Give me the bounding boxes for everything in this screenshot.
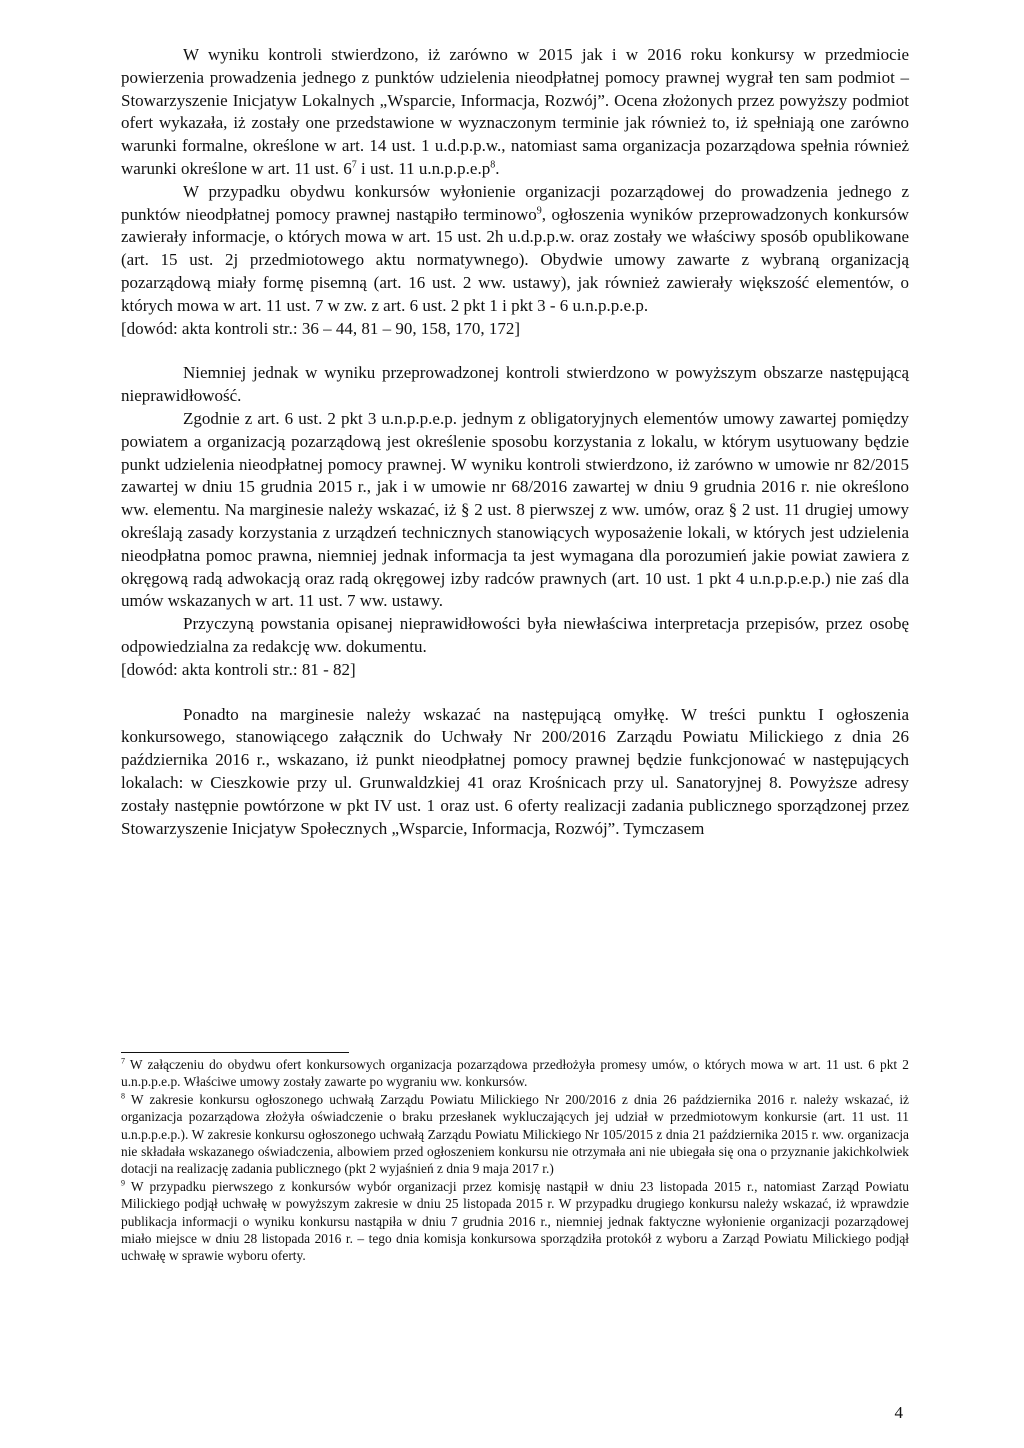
- paragraph-irregularity-details: Zgodnie z art. 6 ust. 2 pkt 3 u.n.p.p.e.p. jednym z obligatoryjnych elementów umowy zawartej pomiędzy powiatem a organizacją pozarządową jest określenie sposobu korzystania z lokalu, w którym usytuowany będzie punkt udzielenia nieodpłatnej pomocy prawnej. W wyniku kontroli stwierdzono, iż zarówno w umowie nr 82/2015 zawartej w dniu 15 grudnia 2015 r., jak i w umowie nr 68/2016 zawartej w dniu 9 grudnia 2016 r. nie określono ww. elementu. Na marginesie należy wskazać, iż § 2 ust. 8 pierwszej z ww. umów, oraz § 2 ust. 11 drugiej umowy określają zasady korzystania z urządzeń technicznych stanowiących wyposażenie lokali, w których jest udzielenia nieodpłatna pomoc prawna, niemniej jednak informacja ta jest wymagana dla porozumień jakie powiat zawiera z okręgową radą adwokacją oraz radą okręgowej izby radców prawnych (art. 10 ust. 1 pkt 4 u.n.p.p.e.p.) nie zaś dla umów wskazanych w art. 11 ust. 7 ww. ustawy.: [121, 408, 909, 611]
- paragraph-contest-winner: W wyniku kontroli stwierdzono, iż zarówno w 2015 jak i w 2016 roku konkursy w przedmiocie powierzenia prowadzenia jednego z punktów udzielenia nieodpłatnej pomocy prawnej wygrał ten sam podmiot – Stowarzyszenie Inicjatyw Lokalnych „Wsparcie, Informacja, Rozwój”. Ocena złożonych przez powyższy podmiot ofert wykazała, iż zostały one przedstawione w wyznaczonym terminie jak również to, iż spełniają one zarówno warunki formalne, określone w art. 14 ust. 1 u.d.p.p.w., natomiast sama organizacja pozarządowa spełnia również warunki określone w art. 11 ust. $6^7$ i ust. 11 $u.n.p.p.e.p^8$.: [121, 45, 909, 178]
- paragraph-address-error: Ponadto na marginesie należy wskazać na następującą omyłkę. W treści punktu I ogłoszenia konkursowego, stanowiącego załącznik do Uchwały Nr 200/2016 Zarządu Powiatu Milickiego z dnia 26 października 2016 r., wskazano, iż punkt nieodpłatnej pomocy prawnej będzie funkcjonować w następujących lokalach: w Cieszkowie przy ul. Grunwaldzkiej 41 oraz Krośnicach przy ul. Sanatoryjnej 8. Powyższe adresy zostały następnie powtórzone w pkt IV ust. 1 oraz ust. 6 oferty realizacji zadania publicznego sporządzonej przez Stowarzyszenie Inicjatyw Społecznych „Wsparcie, Informacja, Rozwój”. Tymczasem: [121, 704, 909, 838]
- paragraph-irregularity-cause: Przyczyną powstania opisanej nieprawidłowości była niewłaściwa interpretacja przepisów, przez osobę odpowiedzialna za redakcję ww. dokumentu.: [121, 614, 909, 656]
- footnote-number: 9: [121, 1178, 125, 1188]
- footnote-8: $^8$ W zakresie konkursu ogłoszonego uchwałą Zarządu Powiatu Milickiego Nr 200/2016 z dnia 26 października 2016 r. należy wskazać, iż organizacja pozarządowa złożyła oświadczenie o braku przesłanek wykluczających jej udział w przedmiotowym konkursie (art. 11 ust. 11 u.n.p.p.e.p.). W zakresie konkursu ogłoszonego uchwałą Zarządu Powiatu Milickiego Nr 105/2015 z dnia 21 października 2015 r. ww. organizacja nie składała wskazanego oświadczenia, albowiem przed ogłoszeniem konkursu nie otrzymała ani nie ubiegała się ona o przyznanie jakichkolwiek dotacji na realizację zadania publicznego (pkt 2 wyjaśnień z dnia 9 maja 2017 r.): [121, 1091, 909, 1177]
- page-number: 4: [894, 1403, 903, 1422]
- footnote-number: 7: [121, 1056, 125, 1066]
- evidence-reference-1: [dowód: akta kontroli str.: 36 – 44, 81 – 90, 158, 170, 172]: [121, 318, 521, 338]
- evidence-reference-2: [dowód: akta kontroli str.: 81 - 82]: [121, 659, 356, 679]
- spacer: [121, 340, 909, 362]
- footnote-number: 8: [121, 1091, 125, 1101]
- footnote-ref-9[interactable]: 9: [536, 204, 542, 216]
- footnote-separator: [121, 1052, 349, 1053]
- footnotes: [121, 1056, 909, 1265]
- footnote-7: $^7$ W załączeniu do obydwu ofert konkursowych organizacja pozarządowa przedłożyła promesy umów, o których mowa w art. 11 ust. 6 pkt 2 u.n.p.p.e.p. Właściwe umowy zostały zawarte po wygraniu ww. konkursów.: [121, 1056, 909, 1090]
- footnote-9: $^9$ W przypadku pierwszego z konkursów wybór organizacji przez komisję nastąpił w dniu 23 listopada 2015 r., natomiast Zarząd Powiatu Milickiego podjął uchwałę w powyższym zakresie w dniu 25 listopada 2015 r. W przypadku drugiego konkursu należy wskazać, iż wprawdzie publikacja informacji o wyniku konkursu nastąpiła w dniu 7 grudnia 2016 r., niemniej jednak faktyczne wyłonienie organizacji pozarządowej miało miejsce w dniu 28 listopada 2016 r. – tego dnia komisja konkursowa sporządziła protokół z wyboru a Zarząd Powiatu Milickiego podjął uchwałę w sprawie wyboru oferty.: [121, 1178, 909, 1264]
- paragraph-contest-timing: W przypadku obydwu konkursów wyłonienie organizacji pozarządowej do prowadzenia jednego z punktów nieodpłatnej pomocy prawnej nastąpiło terminowo$^9$, ogłoszenia wyników przeprowadzonych konkursów zawierały informacje, o których mowa w art. 15 ust. 2h u.d.p.p.w. oraz zostały we właściwy sposób opublikowane (art. 15 ust. 2j przedmiotowego aktu normatywnego). Obydwie umowy zawarte z wybraną organizacją pozarządową miały formę pisemną (art. 16 ust. 2 ww. ustawy), jak również zawierały większość elementów, o których mowa w art. 11 ust. 7 w zw. z art. 6 ust. 2 pkt 1 i pkt 3 - 6 u.n.p.p.e.p.: [121, 181, 910, 315]
- page-content: [121, 44, 909, 840]
- footnote-ref-7[interactable]: 7: [351, 159, 357, 171]
- paragraph-irregularity-intro: Niemniej jednak w wyniku przeprowadzonej kontroli stwierdzono w powyższym obszarze następującą nieprawidłowość.: [121, 363, 909, 406]
- spacer: [121, 682, 909, 704]
- footnote-ref-8[interactable]: 8: [490, 159, 496, 171]
